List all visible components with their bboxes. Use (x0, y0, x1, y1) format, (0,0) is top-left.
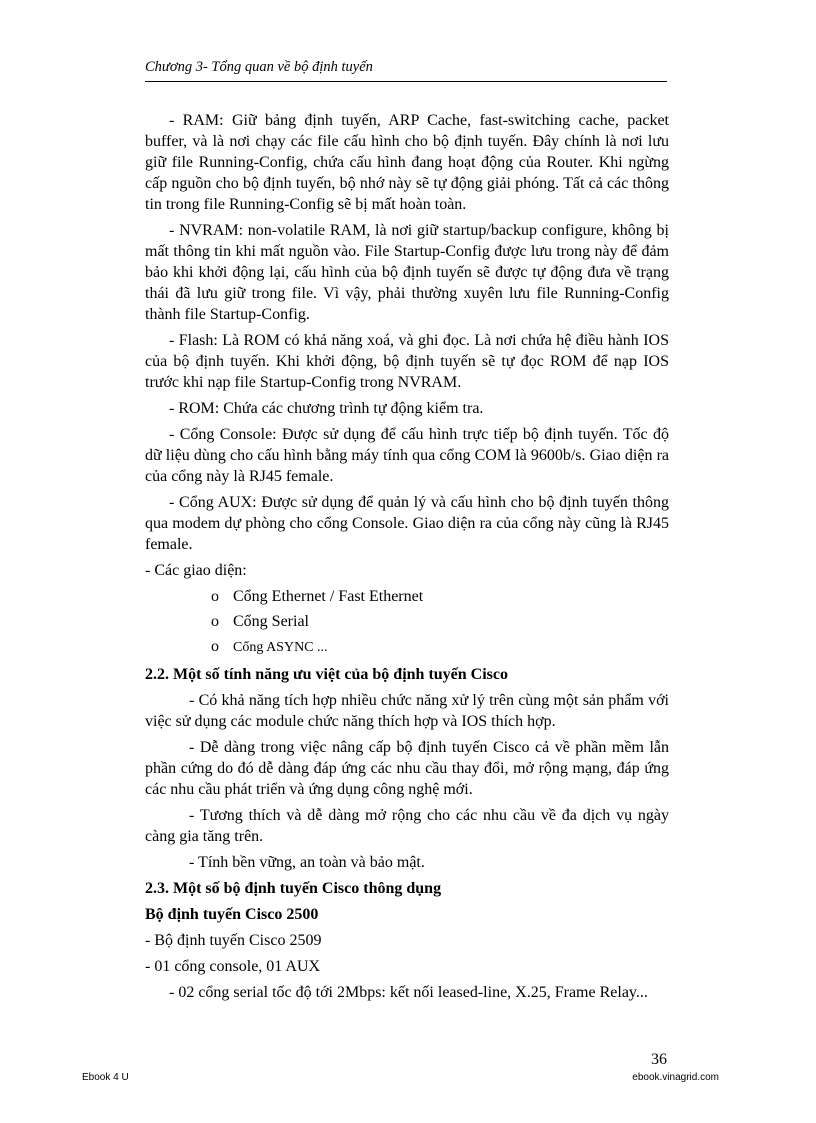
paragraph-feature-3: - Tương thích và dễ dàng mở rộng cho các nhu cầu về đa dịch vụ ngày càng gia tăng trên. (145, 807, 669, 845)
list-item-console-aux: - 01 cổng console, 01 AUX (145, 958, 321, 975)
bullet-icon: o (211, 638, 219, 655)
paragraph-serial-ports: - 02 cổng serial tốc độ tới 2Mbps: kết nối leased-line, X.25, Frame Relay... (169, 984, 648, 1001)
subheading-cisco-2500: Bộ định tuyến Cisco 2500 (145, 906, 319, 923)
page-header-title: Chương 3- Tổng quan về bộ định tuyến (145, 59, 373, 75)
page-content (145, 110, 669, 1008)
paragraph-aux: - Cổng AUX: Được sử dụng để quản lý và cấu hình cho bộ định tuyến thông qua modem dự phòng cho cổng Console. Giao diện ra của cổng này cũng là RJ45 female. (145, 494, 669, 553)
interface-item-ethernet: Cổng Ethernet / Fast Ethernet (233, 588, 424, 605)
list-item (211, 611, 669, 632)
paragraph-feature-1: - Có khả năng tích hợp nhiều chức năng xử lý trên cùng một sản phẩm với việc sử dụng các module chức năng thích hợp và IOS thích hợp. (145, 692, 669, 730)
paragraph-nvram: - NVRAM: non-volatile RAM, là nơi giữ startup/backup configure, không bị mất thông tin khi mất nguồn vào. File Startup-Config được lưu trong này để đảm bảo khi khởi động lại, cấu hình của bộ định tuyến sẽ được tự động đưa về trạng thái đã lưu giữ trong file. Vì vậy, phải thường xuyên lưu file Running-Config thành file Startup-Config. (145, 222, 669, 323)
section-heading-2-3: 2.3. Một số bộ định tuyến Cisco thông dụng (145, 880, 442, 897)
paragraph-interfaces: - Các giao diện: (145, 562, 247, 579)
paragraph-feature-2: - Dễ dàng trong việc nâng cấp bộ định tuyến Cisco cả về phần mềm lẫn phần cứng do đó dễ dàng đáp ứng các nhu cầu thay đổi, mở rộng mạng, đáp ứng các nhu cầu phát triển và ứng dụng công nghệ mới. (145, 739, 669, 798)
bullet-icon: o (211, 613, 219, 630)
page-number: 36 (651, 1051, 667, 1068)
bullet-icon: o (211, 588, 219, 605)
list-item-2509: - Bộ định tuyến Cisco 2509 (145, 932, 322, 949)
paragraph-feature-4: - Tính bền vững, an toàn và bảo mật. (189, 854, 425, 871)
list-item (211, 586, 669, 607)
paragraph-console: - Cổng Console: Được sử dụng để cấu hình trực tiếp bộ định tuyến. Tốc độ dữ liệu dùng cho cấu hình bằng máy tính qua cổng COM là 9600b/s. Giao diện ra của cổng này là RJ45 female. (145, 426, 669, 485)
paragraph-flash: - Flash: Là ROM có khả năng xoá, và ghi đọc. Là nơi chứa hệ điều hành IOS của bộ định tuyến. Khi khởi động, bộ định tuyến sẽ tự đọc ROM để nạp IOS trước khi nạp file Startup-Config trong NVRAM. (145, 332, 669, 391)
section-heading-2-2: 2.2. Một số tính năng ưu việt của bộ định tuyến Cisco (145, 666, 508, 683)
footer-left-text: Ebook 4 U (82, 1072, 129, 1083)
footer-right-text: ebook.vinagrid.com (632, 1072, 719, 1083)
paragraph-rom: - ROM: Chứa các chương trình tự động kiểm tra. (169, 400, 484, 417)
interface-item-async: Cổng ASYNC ... (233, 640, 328, 655)
interface-item-serial: Cổng Serial (233, 613, 309, 630)
header-rule (145, 81, 667, 82)
list-item (211, 636, 669, 658)
paragraph-ram: - RAM: Giữ bảng định tuyến, ARP Cache, fast-switching cache, packet buffer, và là nơi chạy các file cấu hình cho bộ định tuyến. Đây chính là nơi lưu giữ file Running-Config, chứa cấu hình đang hoạt động của Router. Khi ngừng cấp nguồn cho bộ định tuyến, bộ nhớ này sẽ tự động giải phóng. Tất cả các thông tin trong file Running-Config sẽ bị mất hoàn toàn. (145, 112, 669, 213)
